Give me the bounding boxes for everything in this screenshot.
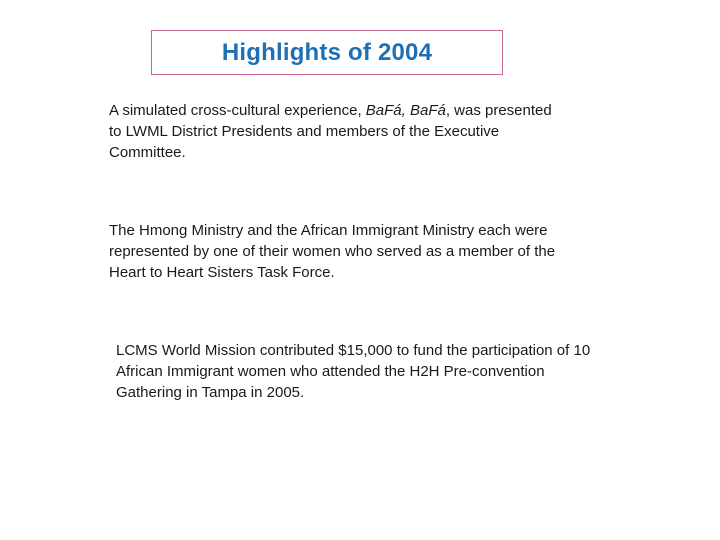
paragraph-1-text-start: A simulated cross-cultural experience, [109, 102, 366, 119]
highlight-paragraph-3: LCMS World Mission contributed $15,000 to fund the participation of 10 African Immigrant women who attended the H2H Pre-convention Gathering in Tampa in 2005. [116, 342, 591, 401]
highlight-paragraph-1 [109, 100, 559, 163]
paragraph-1-game-title: BaFá, BaFá [365, 102, 446, 119]
paragraph-1-text-end: , was presented to LWML District Presidents and members of the Executive Committee. [109, 102, 552, 161]
slide-title: Highlights of 2004 [221, 38, 433, 66]
title-box [151, 30, 503, 75]
highlight-paragraph-2: The Hmong Ministry and the African Immigrant Ministry each were represented by one of their women who served as a member of the Heart to Heart Sisters Task Force. [109, 222, 556, 281]
